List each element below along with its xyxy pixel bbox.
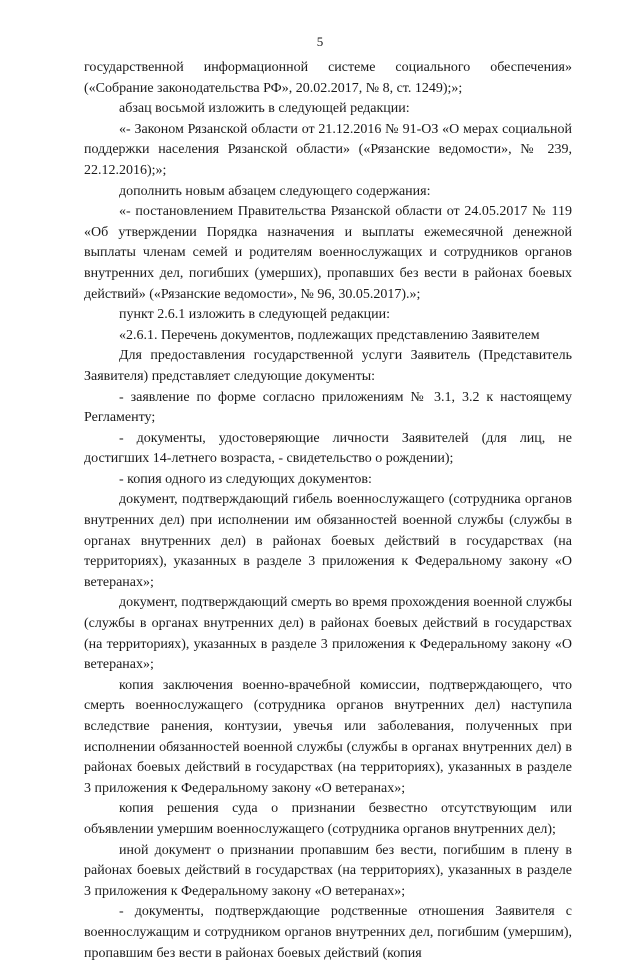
paragraph-law-ryazan: «- Законом Рязанской области от 21.12.2016 № 91-ОЗ «О мерах социальной поддержки населения Рязанской области» («Рязанские ведомости», № 239, 22.12.2016);»; [84,121,572,178]
list-item-kinship: - документы, подтверждающие родственные отношения Заявителя с военнослужащим и сотрудником органов внутренних дел, погибшим (умершим), пропавшим без вести в районах боевых действий (копия [84,904,572,961]
list-item-court-decision: копия решения суда о признании безвестно отсутствующим или объявлении умершим военнослужащего (сотрудника органов внутренних дел); [84,801,572,837]
document-body [84,58,572,964]
paragraph-heading-2-6-1: «2.6.1. Перечень документов, подлежащих представлению Заявителем [119,327,540,343]
list-item-copy-of: - копия одного из следующих документов: [119,471,372,487]
paragraph-resolution: «- постановлением Правительства Рязанской области от 24.05.2017 № 119 «Об утверждении Порядка назначения и выплаты ежемесячной денежной выплаты членам семей и родителям военнослужащих и сотрудников органов внутренних дел, погибших (умерших), пропавших без вести в районах боевых действий» («Рязанские ведомости», № 96, 30.05.2017).»; [84,204,572,302]
paragraph-amend-eighth: абзац восьмой изложить в следующей редакции: [119,101,410,117]
list-item-application: - заявление по форме согласно приложениям № 3.1, 3.2 к настоящему Регламенту; [84,389,572,426]
paragraph-continuation: государственной информационной системе социального обеспечения» («Собрание законодательства РФ», 20.02.2017, № 8, ст. 1249);»; [84,60,572,96]
list-item-medical-commission: копия заключения военно-врачебной комиссии, подтверждающего, что смерть военнослужащего (сотрудника органов внутренних дел) наступила вследствие ранения, контузии, увечья или заболевания, полученных при исполнении обязанностей военной службы (службы в органах внутренних дел) в районах боевых действий в государствах (на территориях), указанных в разделе 3 приложения к Федеральному закону «О ветеранах»; [84,677,572,796]
list-item-identity: - документы, удостоверяющие личности Заявителей (для лиц, не достигших 14-летнего возраста, - свидетельство о рождении); [84,430,572,467]
page-number: 5 [316,34,324,49]
list-item-death-confirmation: документ, подтверждающий гибель военнослужащего (сотрудника органов внутренних дел) при исполнении им обязанностей военной службы (службы в органах внутренних дел) в районах боевых действий в государствах (на территориях), указанных в разделе 3 приложения к Федеральному закону «О ветеранах»; [84,492,572,590]
list-item-missing-document: иной документ о признании пропавшим без вести, погибшим в плену в районах боевых действий в государствах (на территориях), указанных в разделе 3 приложения к Федеральному закону «О ветеранах»; [84,842,572,899]
paragraph-add-new: дополнить новым абзацем следующего содержания: [119,183,431,199]
paragraph-applicant-docs: Для предоставления государственной услуги Заявитель (Представитель Заявителя) представляет следующие документы: [84,348,572,384]
paragraph-clause-2-6-1: пункт 2.6.1 изложить в следующей редакции: [119,307,390,323]
list-item-death-during-service: документ, подтверждающий смерть во время прохождения военной службы (службы в органах внутренних дел) в районах боевых действий в государствах (на территориях), указанных в разделе 3 приложения к Федеральному закону «О ветеранах»; [84,595,572,673]
